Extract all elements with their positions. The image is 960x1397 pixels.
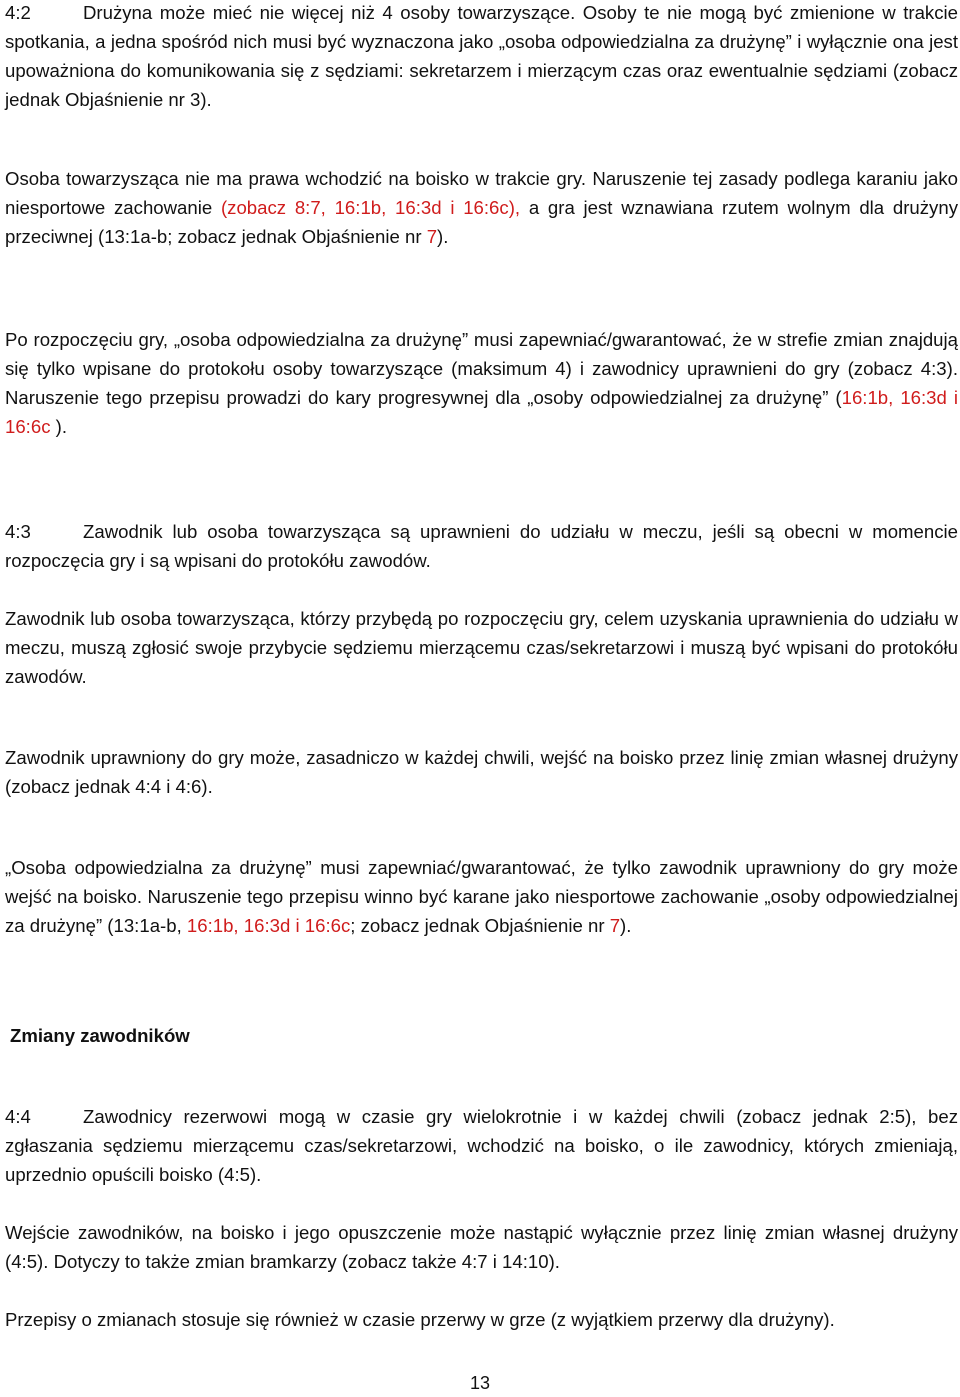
rule-number: 4:4 <box>5 1106 31 1127</box>
rule-number: 4:3 <box>5 521 31 542</box>
paragraph-text: ; zobacz jednak Objaśnienie nr <box>350 915 610 936</box>
paragraph-late-arrival <box>5 604 958 691</box>
paragraph-text: ). <box>620 915 632 936</box>
paragraph-text: ). <box>50 416 68 437</box>
paragraph-text: Zawodnik uprawniony do gry może, zasadniczo w każdej chwili, wejść na boisko przez linię zmian własnej drużyny (zobacz jednak 4:4 i 4:6). <box>5 747 958 797</box>
paragraph-text: Zawodnik lub osoba towarzysząca, którzy przybędą po rozpoczęciu gry, celem uzyskania uprawnienia do udziału w meczu, muszą zgłosić swoje przybycie sędziemu mierzącemu czas/sekretarzowi i muszą być wpisani do protokółu zawodów. <box>5 608 958 687</box>
paragraph-4-3 <box>5 517 958 575</box>
paragraph-text: Zawodnicy rezerwowi mogą w czasie gry wielokrotnie i w każdej chwili (zobacz jednak 2:5), bez zgłaszania sędziemu mierzącemu czas/sekretarzowi, wchodzić na boisko, o ile zawodnicy, których zmieniają, uprzednio opuścili boisko (4:5). <box>5 1106 958 1185</box>
document-page <box>5 0 958 1397</box>
page-number: 13 <box>469 1373 491 1393</box>
paragraph-escort-field <box>5 164 958 251</box>
paragraph-text: ). <box>437 226 449 247</box>
paragraph-4-4 <box>5 1102 958 1189</box>
paragraph-timeout-rules <box>5 1305 958 1334</box>
paragraph-text: Przepisy o zmianach stosuje się również w czasie przerwy w grze (z wyjątkiem przerwy dla drużyny). <box>5 1309 835 1330</box>
paragraph-text: a gra jest wznawiana rzutem wolnym dla drużyny przeciwnej (13:1a-b; zobacz jednak Objaśnienie nr <box>5 197 958 247</box>
paragraph-eligible-players <box>5 853 958 940</box>
rule-number: 4:2 <box>5 2 31 23</box>
paragraph-text: Drużyna może mieć nie więcej niż 4 osoby towarzyszące. Osoby te nie mogą być zmienione w trakcie spotkania, a jedna spośród nich musi być wyznaczona jako „osoba odpowiedzialna za drużynę” i wyłącznie ona jest upoważniona do komunikowania się z sędziami: sekretarzem i mierzącym czas oraz ewentualnie sędziami (zobacz jednak Objaśnienie nr 3). <box>5 2 958 110</box>
paragraph-text: Osoba towarzysząca nie ma prawa wchodzić na boisko w trakcie gry. Naruszenie tej zasady podlega karaniu jako niesportowe zachowanie <box>5 168 958 218</box>
paragraph-text: Po rozpoczęciu gry, „osoba odpowiedzialna za drużynę” musi zapewniać/gwarantować, że w strefie zmian znajdują się tylko wpisane do protokołu osoby towarzyszące (maksimum 4) i zawodnicy uprawnieni do gry (zobacz 4:3). Naruszenie tego przepisu prowadzi do kary progresywnej dla „osoby odpowiedzialnej za drużynę” ( <box>5 329 958 408</box>
paragraph-4-2 <box>5 0 958 114</box>
rule-reference: (zobacz 8:7, 16:1b, 16:3d i 16:6c), <box>220 197 521 218</box>
explanation-reference: 7 <box>609 915 621 936</box>
section-heading: Zmiany zawodników <box>10 1025 190 1046</box>
paragraph-text: Wejście zawodników, na boisko i jego opuszczenie może nastąpić wyłącznie przez linię zmian własnej drużyny (4:5). Dotyczy to także zmian bramkarzy (zobacz także 4:7 i 14:10). <box>5 1222 958 1272</box>
paragraph-text: „Osoba odpowiedzialna za drużynę” musi zapewniać/gwarantować, że tylko zawodnik uprawniony do gry może wejść na boisko. Naruszenie tego przepisu winno być karane jako niesportowe zachowanie „osoby odpowiedzialnej za drużynę” (13:1a-b, <box>5 857 958 936</box>
paragraph-entry-substitution-line <box>5 743 958 801</box>
paragraph-text: Zawodnik lub osoba towarzysząca są uprawnieni do udziału w meczu, jeśli są obecni w momencie rozpoczęcia gry i są wpisani do protokółu zawodów. <box>5 521 958 571</box>
paragraph-entry-exit <box>5 1218 958 1276</box>
paragraph-responsible-person <box>5 325 958 441</box>
rule-reference: 16:1b, 16:3d i 16:6c <box>186 915 351 936</box>
explanation-reference: 7 <box>426 226 438 247</box>
rule-reference: 16:1b, 16:3d i 16:6c <box>5 387 958 437</box>
